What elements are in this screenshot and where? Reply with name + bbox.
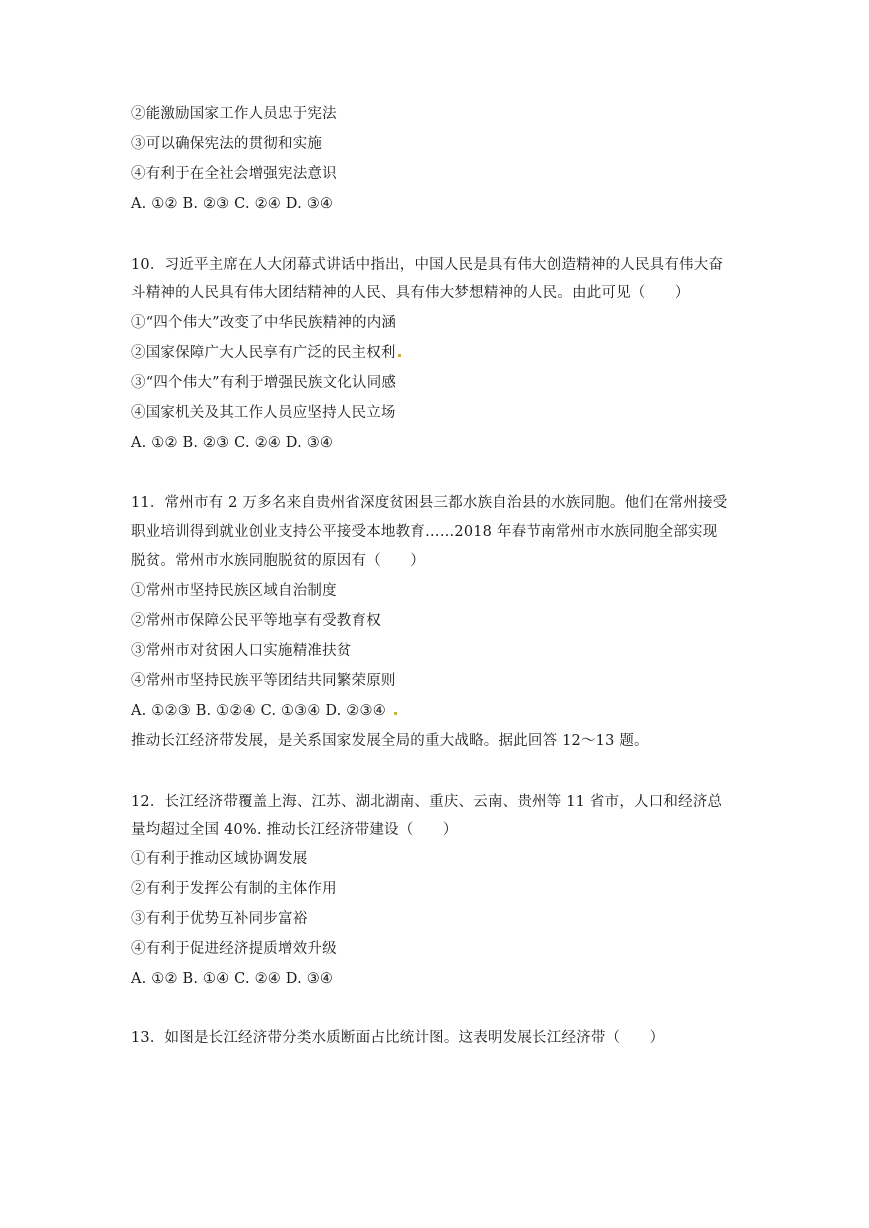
q13-stem-line-1: 13．如图是长江经济带分类水质断面占比统计图。这表明发展长江经济带（ ） — [131, 1030, 665, 1046]
q10-option-2: ②国家保障广大人民享有广泛的民主权利 — [131, 345, 396, 361]
q11-stem-line-3: 脱贫。常州市水族同胞脱贫的原因有（ ） — [131, 553, 425, 569]
q11-stem-line-1: 11．常州市有 2 万多名来自贵州省深度贫困县三都水族自治县的水族同胞。他们在常州接受 — [131, 495, 728, 511]
stray-mark — [394, 712, 397, 715]
q11-option-2: ②常州市保障公民平等地享有受教育权 — [131, 613, 381, 629]
intro-questions-12-13: 推动长江经济带发展，是关系国家发展全局的重大战略。据此回答 12～13 题。 — [131, 733, 649, 749]
q9-option-4: ④有利于在全社会增强宪法意识 — [131, 166, 337, 182]
q11-answer-row — [131, 701, 397, 721]
q9-option-3: ③可以确保宪法的贯彻和实施 — [131, 136, 323, 152]
q12-option-2: ②有利于发挥公有制的主体作用 — [131, 881, 337, 897]
q10-stem-line-2: 斗精神的人民具有伟大团结精神的人民、具有伟大梦想精神的人民。由此可见（ ） — [131, 285, 690, 301]
q9-answer-choices: A. ①② B. ②③ C. ②④ D. ③④ — [131, 196, 334, 212]
q10-option-3: ③“四个伟大”有利于增强民族文化认同感 — [131, 375, 397, 391]
q11-option-1: ①常州市坚持民族区域自治制度 — [131, 583, 337, 599]
q9-option-2: ②能激励国家工作人员忠于宪法 — [131, 106, 337, 122]
q11-option-3: ③常州市对贫困人口实施精准扶贫 — [131, 643, 352, 659]
q12-option-1: ①有利于推动区域协调发展 — [131, 851, 308, 867]
q12-answer-choices: A. ①② B. ①④ C. ②④ D. ③④ — [131, 971, 334, 987]
q11-answer-choices: A. ①②③ B. ①②④ C. ①③④ D. ②③④ — [131, 703, 386, 719]
stray-mark — [398, 354, 401, 357]
q10-option-2-row — [131, 343, 401, 363]
q12-stem-line-2: 量均超过全国 40%. 推动长江经济带建设（ ） — [131, 822, 458, 838]
q12-stem-line-1: 12．长江经济带覆盖上海、江苏、湖北湖南、重庆、云南、贵州等 11 省市，人口和经济总 — [131, 794, 723, 810]
q11-option-4: ④常州市坚持民族平等团结共同繁荣原则 — [131, 673, 396, 689]
q10-answer-choices: A. ①② B. ②③ C. ②④ D. ③④ — [131, 435, 334, 451]
q11-stem-line-2: 职业培训得到就业创业支持公平接受本地教育……2018 年春节南常州市水族同胞全部实现 — [131, 524, 718, 540]
q12-option-4: ④有利于促进经济提质增效升级 — [131, 941, 337, 957]
q10-stem-line-1: 10．习近平主席在人大闭幕式讲话中指出，中国人民是具有伟大创造精神的人民具有伟大奋 — [131, 257, 724, 273]
q12-option-3: ③有利于优势互补同步富裕 — [131, 911, 308, 927]
q10-option-1: ①“四个伟大”改变了中华民族精神的内涵 — [131, 315, 397, 331]
q10-option-4: ④国家机关及其工作人员应坚持人民立场 — [131, 405, 396, 421]
